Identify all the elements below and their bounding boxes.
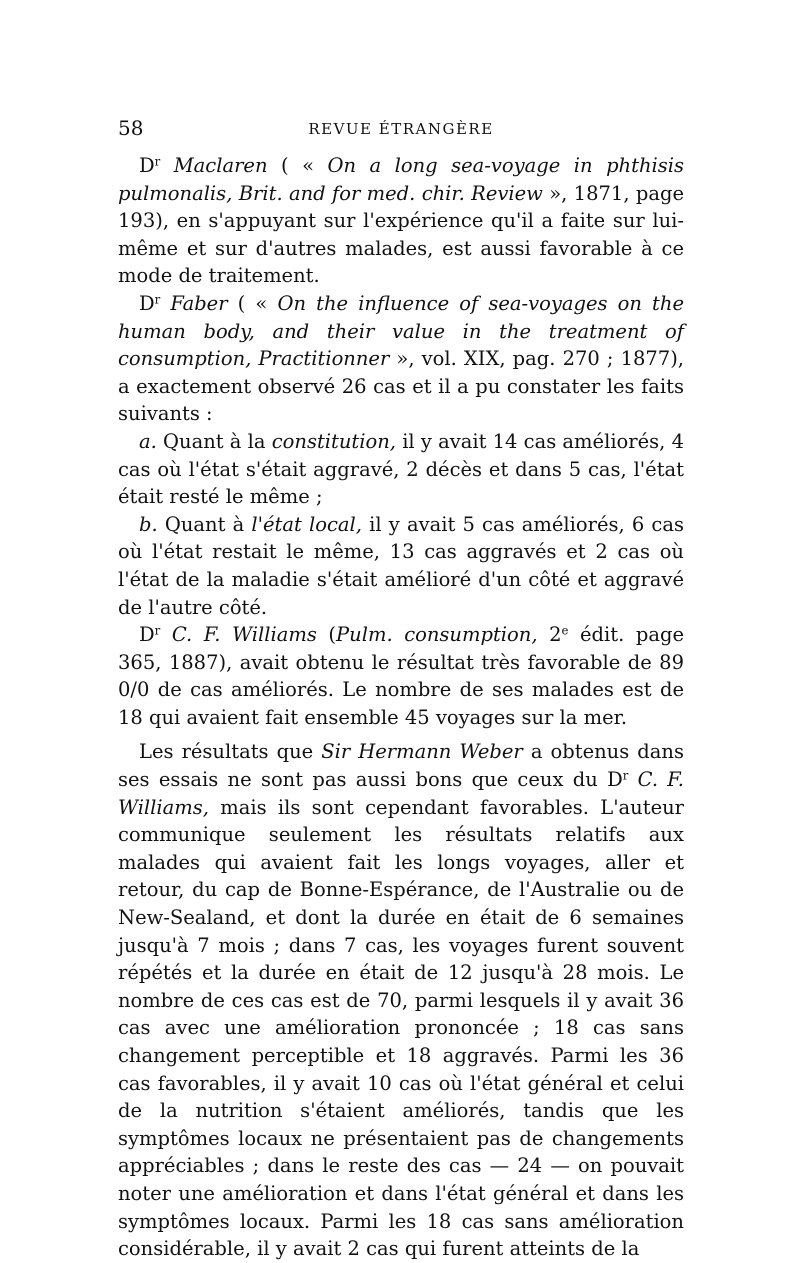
doctor-abbrev-sup: r [154, 623, 161, 638]
author-name: C. F. Williams, [118, 768, 685, 819]
item-label: b. [139, 512, 158, 536]
paragraph-text: a obtenus dans ses essais ne sont pas aussi bons que ceux du [118, 740, 684, 792]
paragraph-williams [118, 621, 684, 731]
doctor-abbrev-sup: r [622, 768, 629, 783]
author-name: Faber [170, 291, 228, 315]
edition-sup: e [561, 623, 569, 638]
paragraph-text: il y avait 5 cas améliorés, 6 cas où l'état restait le même, 13 cas aggravés et 2 cas où l'état de la maladie s'était amélioré d'un côté et aggravé de l'autre côté. [118, 512, 684, 619]
open-quote: ( « [267, 154, 328, 177]
page-header [118, 116, 684, 146]
work-title: Pulm. consumption, [336, 623, 538, 647]
emphasized-term: constitution, [271, 429, 396, 453]
open-quote: ( « [227, 291, 278, 315]
paragraph-item-a [118, 428, 684, 511]
paragraph-item-b [118, 511, 684, 621]
author-name: Maclaren [173, 154, 268, 177]
paragraph-text: Les résultats que [139, 740, 322, 764]
work-title: On the influence of sea-voyages on the human body, and their value in the treatment of consumption, Practitionner [118, 291, 684, 371]
author-name: Sir Hermann Weber [321, 740, 523, 764]
paragraph-text: Quant à la [156, 429, 272, 453]
paragraph-weber [118, 738, 684, 1262]
doctor-abbrev: D [139, 154, 155, 177]
doctor-abbrev-sup: r [154, 154, 161, 169]
running-head: REVUE ÉTRANGÈRE [308, 120, 494, 138]
paragraph-text: édit. page 365, 1887), avait obtenu le résultat très favorable de 89 0/0 de cas améliorés. Le nombre de ses malades est de 18 qui avaient fait ensemble 45 voyages sur la mer. [118, 623, 685, 729]
emphasized-term: l'état local, [251, 512, 362, 536]
paragraph-faber [118, 290, 684, 428]
open-paren: ( [316, 623, 337, 647]
edition-number: 2 [537, 623, 562, 647]
body-text [118, 152, 684, 1263]
author-name: C. F. Williams [171, 623, 317, 647]
doctor-abbrev-sup: r [154, 292, 161, 307]
item-label: a. [139, 429, 157, 453]
paragraph-maclaren [118, 152, 684, 290]
paragraph-text: mais ils sont cependant favorables. L'auteur communique seulement les résultats relatifs aux malades qui avaient fait les longs voyages, aller et retour, du cap de Bonne-Espérance, de l'Australie ou de New-Sealand, et dont la durée en était de 6 semaines jusqu'à 7 mois ; dans 7 cas, les voyages furent souvent répétés et la durée en était de 12 jusqu'à 28 mois. Le nombre de ces cas est de 70, parmi lesquels il y avait 36 cas avec une amélioration prononcée ; 18 cas sans changement perceptible et 18 aggravés. Parmi les 36 cas favorables, il y avait 10 cas où l'état général et celui de la nutrition s'étaient améliorés, tandis que les symptômes locaux ne présentaient pas de changements appréciables ; dans le reste des cas — 24 — on pouvait noter une amélioration et dans l'état général et dans les symptômes locaux. Parmi les 18 cas sans amélioration considérable, il y avait 2 cas qui furent atteints de la [118, 795, 684, 1261]
paragraph-text: il y avait 14 cas améliorés, 4 cas où l'état s'était aggravé, 2 décès et dans 5 cas, l'état était resté le même ; [118, 429, 684, 509]
doctor-abbrev: D [607, 768, 623, 792]
paragraph-text: », vol. XIX, pag. 270 ; 1877), a exactement observé 26 cas et il a pu constater les faits suivants : [118, 347, 684, 426]
paragraph-text: Quant à [157, 512, 252, 536]
doctor-abbrev: D [139, 291, 155, 315]
doctor-abbrev: D [139, 623, 155, 647]
work-title: On a long sea-voyage in phthisis pulmonalis, Brit. and for med. chir. Review [118, 154, 684, 205]
page-number: 58 [118, 116, 144, 140]
paragraph-text: », 1871, page 193), en s'appuyant sur l'expérience qu'il a faite sur lui-même et sur d'autres malades, est aussi favorable à ce mode de traitement. [118, 181, 684, 288]
